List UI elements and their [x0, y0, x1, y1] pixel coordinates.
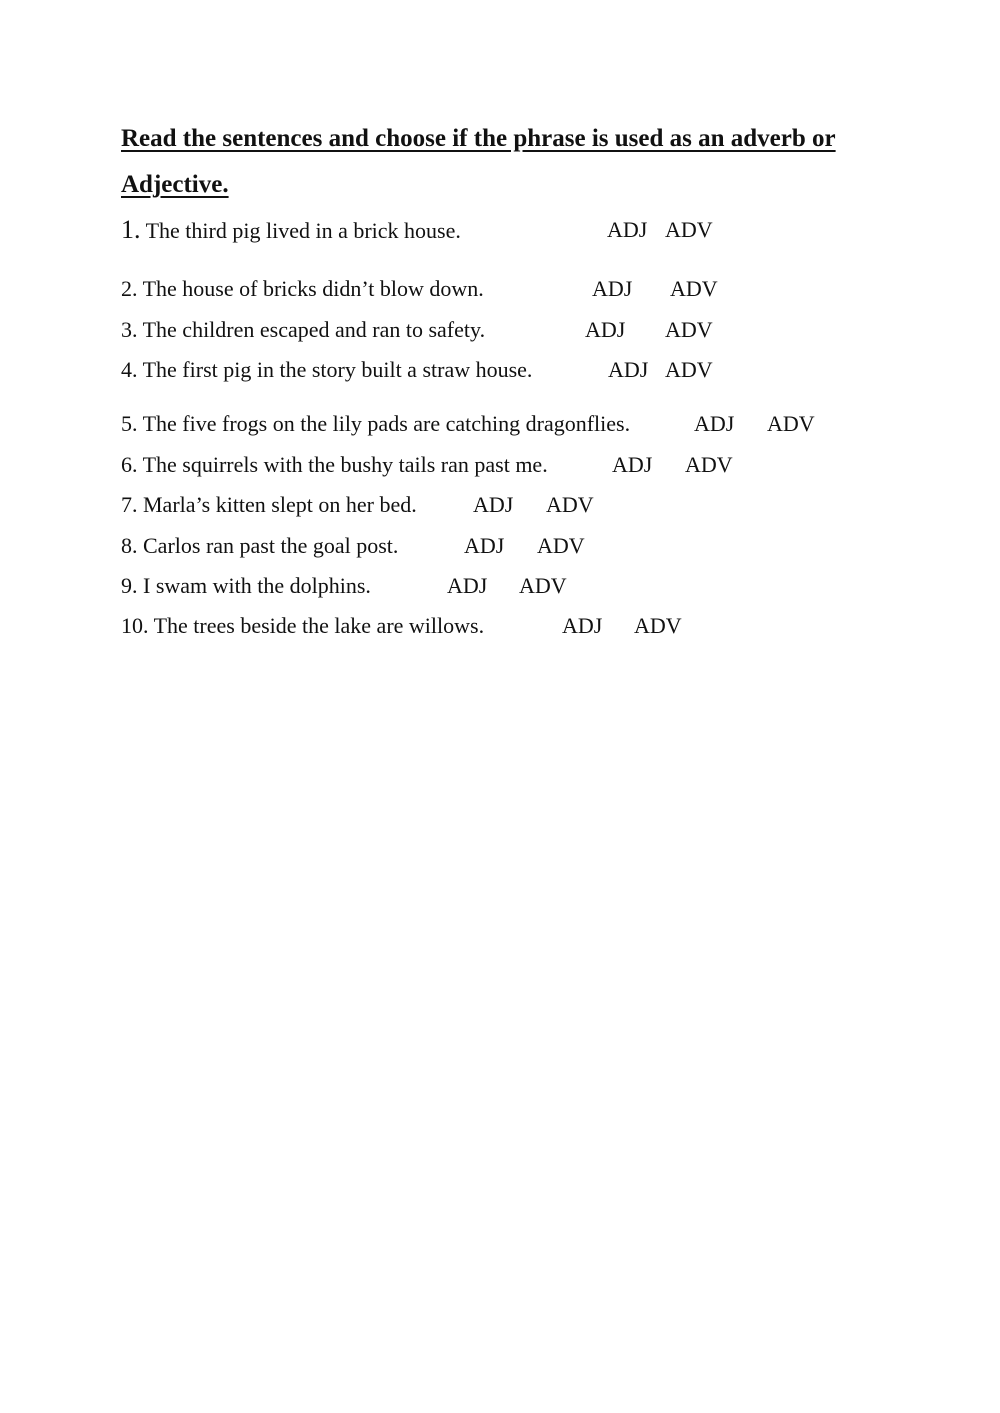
adj-option[interactable]: ADJ — [608, 357, 649, 382]
question-sentence — [121, 488, 417, 522]
question-row — [0, 529, 1000, 563]
question-text: The third pig lived in a brick house. — [140, 218, 461, 243]
question-number: 9. — [121, 573, 138, 598]
question-row — [0, 569, 1000, 603]
question-text: The squirrels with the bushy tails ran past me. — [137, 452, 548, 477]
adv-option[interactable]: ADV — [685, 452, 733, 477]
question-row — [0, 609, 1000, 643]
adv-option[interactable]: ADV — [665, 317, 713, 342]
adv-option[interactable]: ADV — [665, 217, 713, 242]
question-sentence — [121, 529, 398, 563]
question-sentence — [121, 213, 461, 248]
adv-option[interactable]: ADV — [537, 533, 585, 558]
question-text: The five frogs on the lily pads are catching dragonflies. — [137, 411, 631, 436]
question-number: 3. — [121, 317, 138, 342]
question-text: Carlos ran past the goal post. — [137, 533, 399, 558]
adj-option[interactable]: ADJ — [585, 317, 626, 342]
question-number: 6. — [121, 452, 138, 477]
question-sentence — [121, 569, 371, 603]
instructions-heading: Read the sentences and choose if the phrase is used as an adverb or Adjective. — [121, 125, 836, 198]
question-row — [0, 407, 1000, 441]
adv-option[interactable]: ADV — [519, 573, 567, 598]
question-number: 4. — [121, 357, 138, 382]
question-number: 8. — [121, 533, 138, 558]
adv-option[interactable]: ADV — [634, 613, 682, 638]
question-text: The trees beside the lake are willows. — [148, 613, 485, 638]
question-number: 1. — [121, 215, 141, 244]
adv-option[interactable]: ADV — [665, 357, 713, 382]
adv-option[interactable]: ADV — [546, 492, 594, 517]
adj-option[interactable]: ADJ — [447, 573, 488, 598]
question-row — [0, 313, 1000, 347]
question-text: I swam with the dolphins. — [137, 573, 371, 598]
question-row — [0, 448, 1000, 482]
question-sentence — [121, 448, 548, 482]
question-number: 10. — [121, 613, 149, 638]
question-text: The first pig in the story built a straw house. — [137, 357, 533, 382]
question-text: The house of bricks didn’t blow down. — [137, 276, 484, 301]
question-row — [0, 272, 1000, 306]
question-sentence — [121, 609, 484, 643]
adj-option[interactable]: ADJ — [464, 533, 505, 558]
adv-option[interactable]: ADV — [670, 276, 718, 301]
question-number: 2. — [121, 276, 138, 301]
question-sentence — [121, 353, 532, 387]
question-number: 5. — [121, 411, 138, 436]
question-text: Marla’s kitten slept on her bed. — [137, 492, 417, 517]
adj-option[interactable]: ADJ — [473, 492, 514, 517]
question-sentence — [121, 272, 484, 306]
adj-option[interactable]: ADJ — [694, 411, 735, 436]
question-number: 7. — [121, 492, 138, 517]
adj-option[interactable]: ADJ — [592, 276, 633, 301]
question-sentence — [121, 407, 630, 441]
adj-option[interactable]: ADJ — [607, 217, 648, 242]
question-text: The children escaped and ran to safety. — [137, 317, 486, 342]
question-row — [0, 488, 1000, 522]
question-sentence — [121, 313, 485, 347]
adj-option[interactable]: ADJ — [562, 613, 603, 638]
question-row — [0, 353, 1000, 387]
adv-option[interactable]: ADV — [767, 411, 815, 436]
adj-option[interactable]: ADJ — [612, 452, 653, 477]
question-row — [0, 213, 1000, 247]
